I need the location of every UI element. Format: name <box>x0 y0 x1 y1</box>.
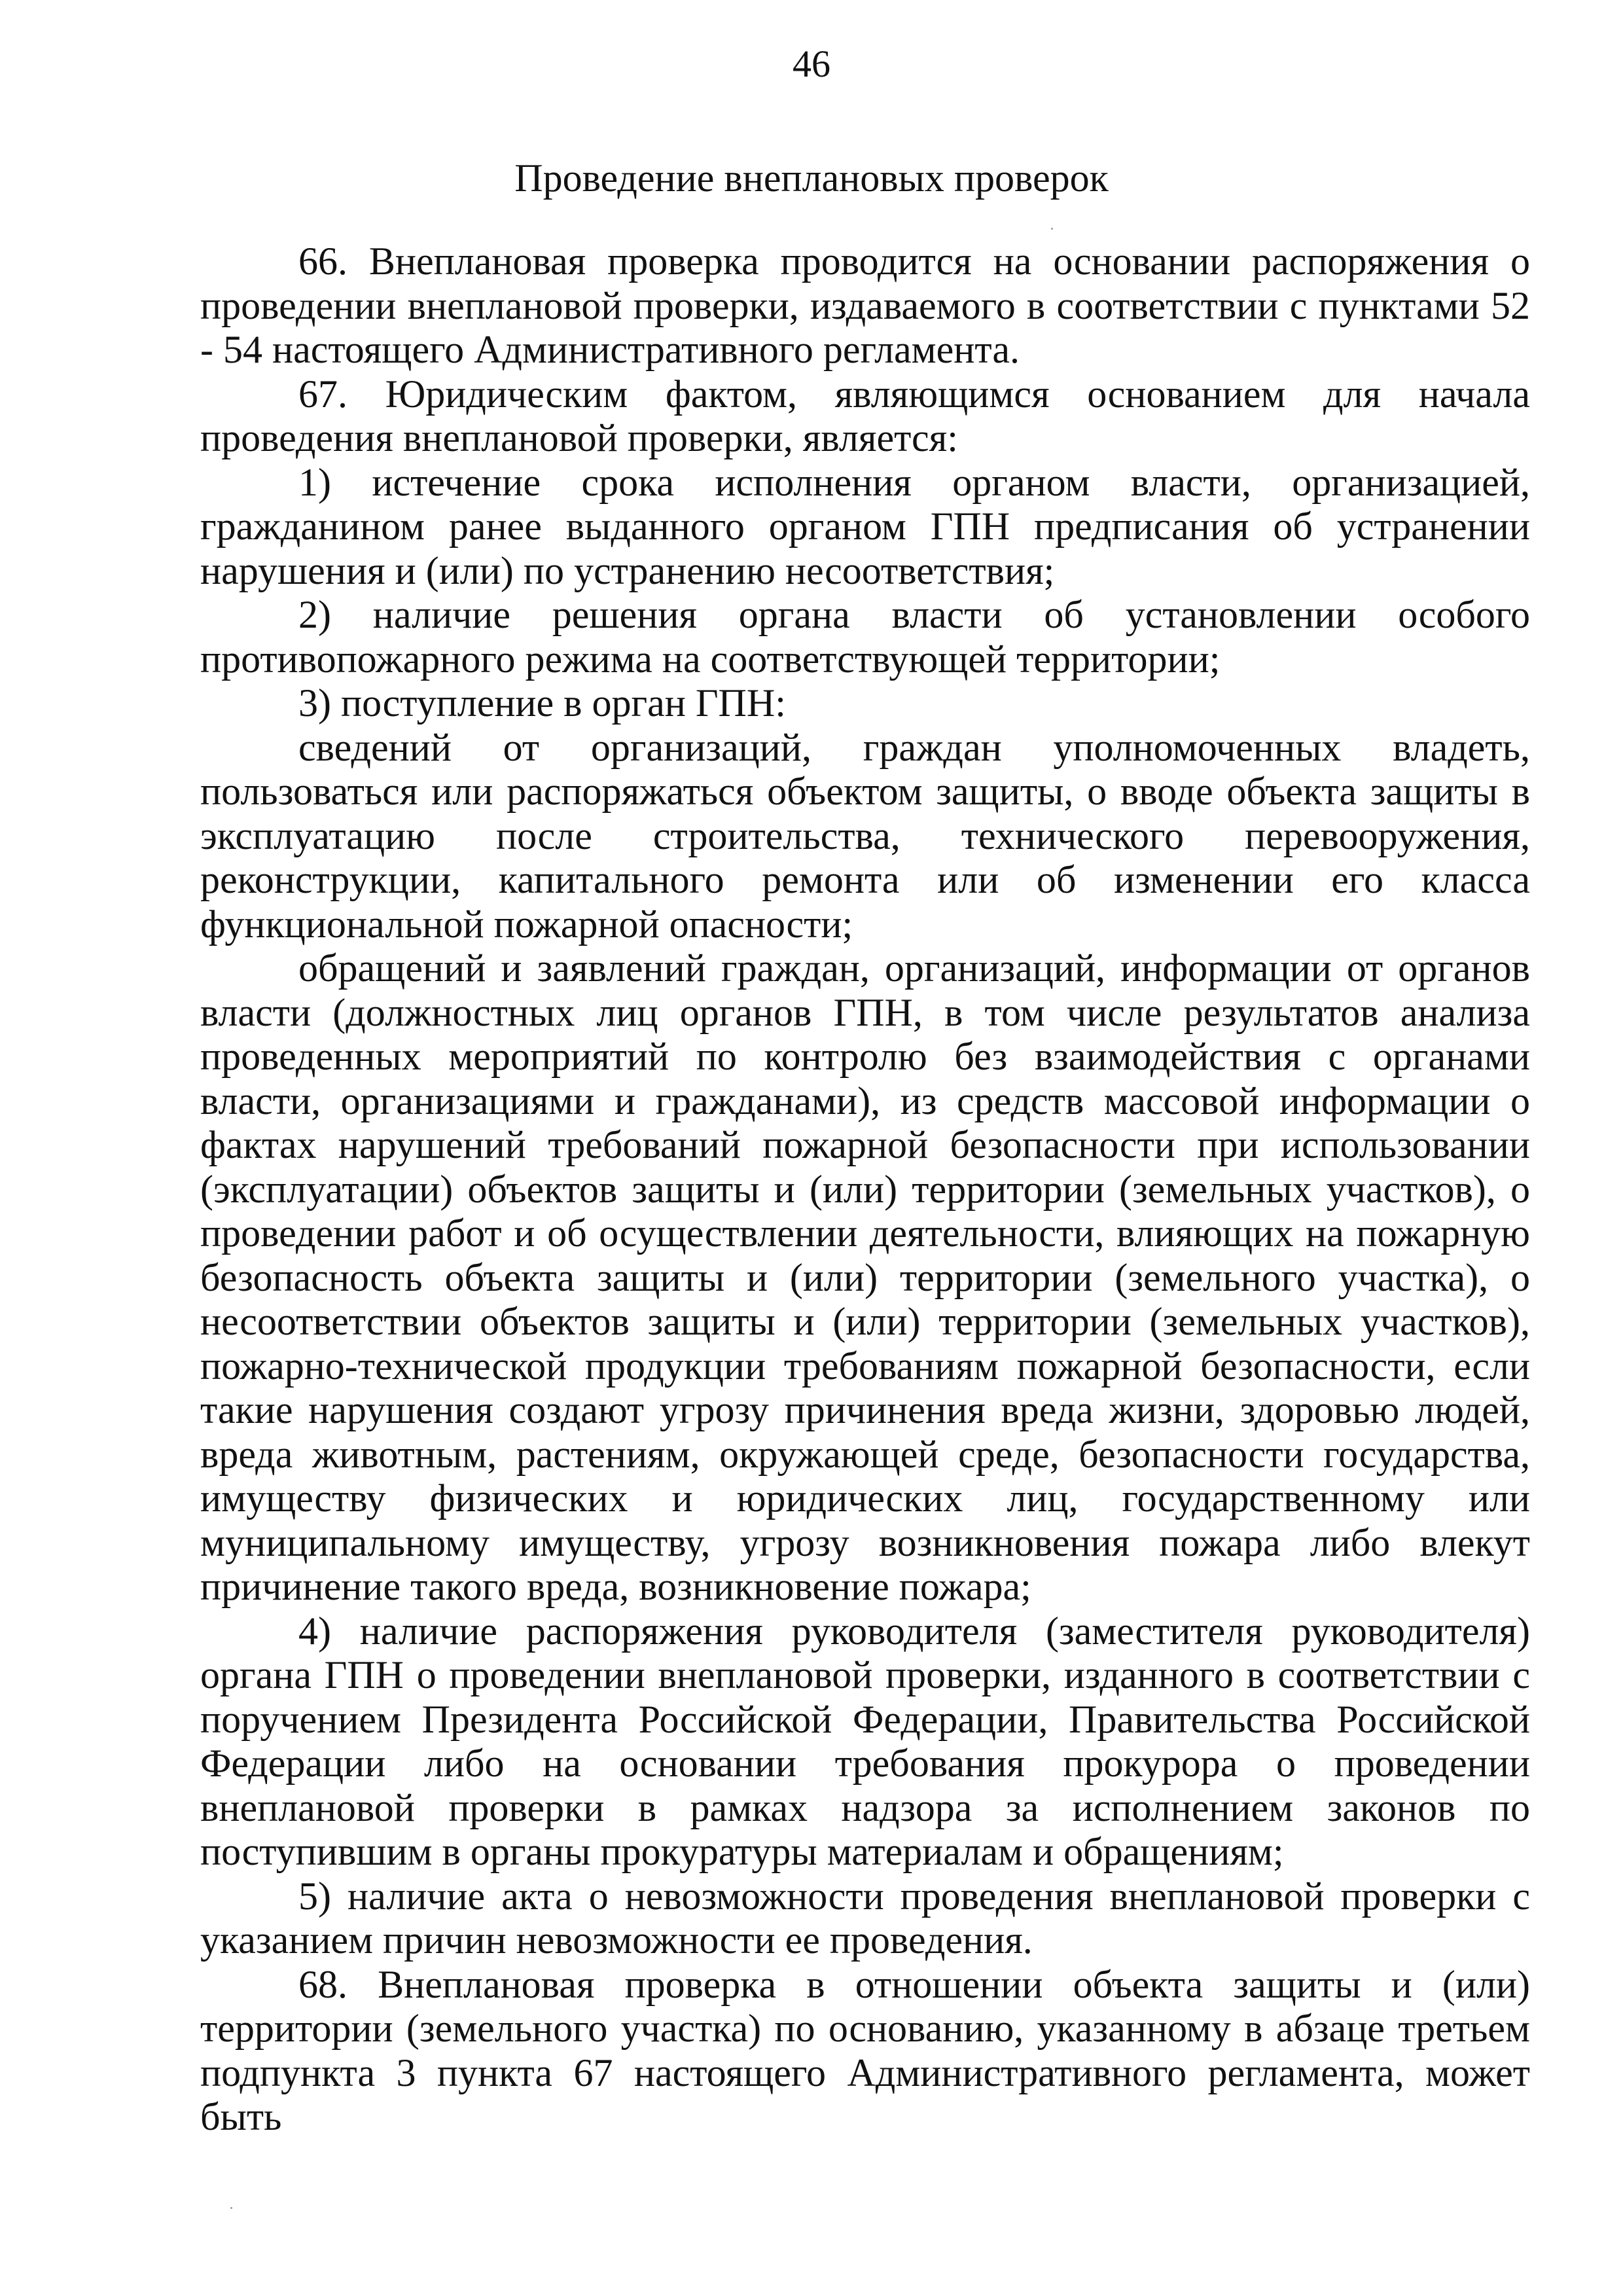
list-item-4: 4) наличие распоряжения руководителя (заместителя руководителя) органа ГПН о проведении внеплановой проверки, изданного в соответствии с поручением Президента Российской Федерации, Правительства Российской Федерации либо на основании требования прокурора о проведении внеплановой проверки в рамках надзора за исполнением законов по поступившим в органы прокуратуры материалам и обращениям; <box>200 1609 1530 1873</box>
list-item-3: 3) поступление в орган ГПН: <box>298 681 786 725</box>
paragraph-66: 66. Внеплановая проверка проводится на основании распоряжения о проведении внеплановой проверки, издаваемого в соответствии с пунктами 52 - 54 настоящего Административного регламента. <box>200 240 1530 371</box>
list-item-3-subitem-appeals: обращений и заявлений граждан, организаций, информации от органов власти (должностных лиц органов ГПН, в том числе результатов анализа проведенных мероприятий по контролю без взаимодействия с органами власти, организациями и гражданами), из средств массовой информации о фактах нарушений требований пожарной безопасности при использовании (эксплуатации) объектов защиты и (или) территории (земельных участков), о проведении работ и об осуществлении деятельности, влияющих на пожарную безопасность объекта защиты и (или) территории (земельного участка), о несоответствии объектов защиты и (или) территории (земельных участков), пожарно-технической продукции требованиям пожарной безопасности, если такие нарушения создают угрозу причинения вреда жизни, здоровью людей, вреда животным, растениям, окружающей среде, безопасности государства, имуществу физических и юридических лиц, государственному или муниципальному имуществу, угрозу возникновения пожара либо влекут причинение такого вреда, возникновение пожара; <box>200 946 1530 1608</box>
page-number: 46 <box>793 43 830 85</box>
scan-speck <box>230 2207 232 2209</box>
list-item-3-subitem-info: сведений от организаций, граждан уполномоченных владеть, пользоваться или распоряжаться объектом защиты, о вводе объекта защиты в эксплуатацию после строительства, технического перевооружения, реконструкции, капитального ремонта или об изменении его класса функциональной пожарной опасности; <box>200 725 1530 946</box>
list-item-5: 5) наличие акта о невозможности проведения внеплановой проверки с указанием причин невозможности ее проведения. <box>200 1874 1530 1962</box>
scan-speck <box>1051 228 1053 230</box>
section-title: Проведение внеплановых проверок <box>514 156 1109 200</box>
list-item-1: 1) истечение срока исполнения органом власти, организацией, гражданином ранее выданного органом ГПН предписания об устранении нарушения и (или) по устранению несоответствия; <box>200 460 1530 592</box>
body-text <box>200 240 1530 2140</box>
list-item-2: 2) наличие решения органа власти об установлении особого противопожарного режима на соответствующей территории; <box>200 593 1530 681</box>
paragraph-67: 67. Юридическим фактом, являющимся основанием для начала проведения внеплановой проверки, является: <box>200 372 1530 459</box>
paragraph-68: 68. Внеплановая проверка в отношении объекта защиты и (или) территории (земельного участка) по основанию, указанному в абзаце третьем подпункта 3 пункта 67 настоящего Административного регламента, может быть <box>200 1962 1530 2138</box>
